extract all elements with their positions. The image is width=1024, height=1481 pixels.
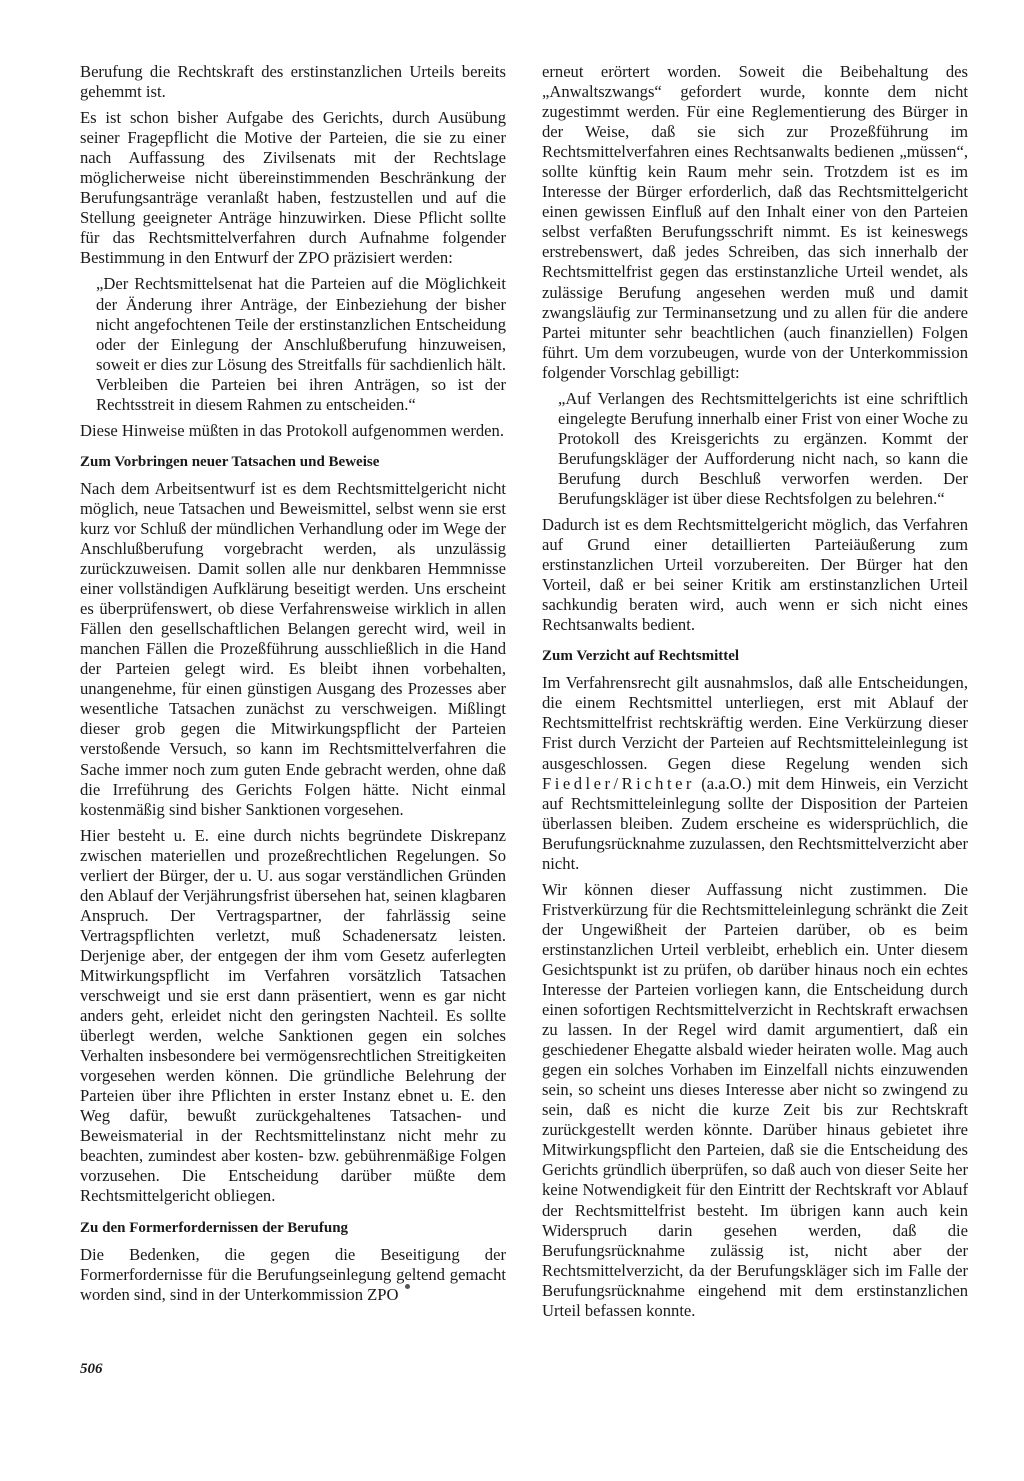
paragraph-text: (a.a.O.) mit dem Hinweis, ein Verzicht auf Rechtsmitteleinlegung sollte der Disposition der Parteien überlassen bleiben. Zudem erscheine es widersprüchlich, die Berufungsrücknahme zuzulassen, den Rechtsmittelverzicht aber nicht. — [542, 773, 968, 873]
paragraph: Diese Hinweise müßten in das Protokoll aufgenommen werden. — [80, 420, 504, 440]
quoted-provision: „Der Rechtsmittelsenat hat die Parteien auf die Möglichkeit der Änderung ihrer Anträge, der Einbeziehung der bisher nicht angefochtenen Teile der erstinstanzlichen Entscheidung oder der Einlegung der Anschlußberufung hinzuweisen, soweit er dies zur Lösung des Streitfalls für sachdienlich hält. Verbleiben die Parteien bei ihren Anträgen, so ist der Rechtsstreit in diesem Rahmen zu entscheiden.“ — [96, 274, 506, 414]
paragraph: erneut erörtert worden. Soweit die Beibehaltung des „Anwaltszwangs“ gefordert wurde, konnte dem nicht zugestimmt werden. Für eine Reglementierung des Bürger in der Weise, daß sie sich zur Prozeßführung im Rechtsmittelverfahren eines Rechtsanwalts bedienen „müssen“, sollte künftig kein Raum mehr sein. Trotzdem ist es im Interesse der Bürger erforderlich, daß das Rechtsmittelgericht einen gewissen Einfluß auf den Inhalt einer von den Parteien selbst verfaßten Berufungsschrift nimmt. Es ist keineswegs erstrebenswert, daß jedes Schreiben, das sich innerhalb der Rechtsmittelfrist gegen das erstinstanzliche Urteil wendet, als zulässige Berufung angesehen werden muß und damit zwangsläufig zur Terminansetzung und zu allen für die andere Partei mitunter sehr beachtlichen (auch finanziellen) Folgen führt. Um dem vorzubeugen, wurde von der Unterkommission folgender Vorschlag gebilligt: — [542, 62, 968, 382]
page-mark — [405, 1284, 410, 1289]
paragraph: Wir können dieser Auffassung nicht zustimmen. Die Fristverkürzung für die Rechtsmitteleinlegung schränkt die Zeit der Ungewißheit der Parteien darüber, ob es beim erstinstanzlichen Urteil verbleibt, erheblich ein. Unter diesem Gesichtspunkt ist zu prüfen, ob darüber hinaus noch ein echtes Interesse der Parteien vorliegen kann, die Entscheidung durch einen sofortigen Rechtsmittelverzicht in Rechtskraft erwachsen zu lassen. In der Regel wird damit argumentiert, daß ein geschiedener Ehegatte alsbald wieder heiraten wolle. Mag auch gegen ein solches Vorhaben im Einzelfall nichts einzuwenden sein, so scheint uns dieses Interesse aber nicht so zwingend zu sein, daß es nicht die kurze Zeit bis zur Rechtskraft zurückgestellt werden könnte. Darüber hinaus gebietet ihre Mitwirkungspflicht den Parteien, daß sie die Entscheidung des Gerichts gründlich überprüfen, so daß auch von dieser Seite her keine Notwendigkeit für den Eintritt der Rechtskraft vor Ablauf der Rechtsmittelfrist besteht. Im übrigen kann auch kein Widerspruch darin gesehen werden, daß die Berufungsrücknahme zulässig ist, nicht aber der Rechtsmittelverzicht, da der Berufungskläger sich im Falle der Berufungsrücknahme eingehend mit dem erstinstanzlichen Urteil befassen konnte. — [542, 879, 968, 1320]
quoted-provision: „Auf Verlangen des Rechtsmittelgerichts ist eine schriftlich eingelegte Berufung innerhalb einer Frist von einer Woche zu Protokoll des Kreisgerichts zu ergänzen. Kommt der Berufungskläger der Aufforderung nicht nach, so kann die Berufung durch Beschluß verworfen werden. Der Berufungskläger ist über diese Rechtsfolgen zu belehren.“ — [558, 388, 968, 508]
section-heading: Zum Verzicht auf Rechtsmittel — [542, 648, 740, 665]
left-column — [80, 62, 506, 1311]
section-heading: Zum Vorbringen neuer Tatsachen und Beweise — [80, 453, 380, 470]
paragraph-text: Im Verfahrensrecht gilt ausnahmslos, daß alle Entscheidungen, die einem Rechtsmittel unterliegen, erst mit Ablauf der Rechtsmittelfrist rechtskräftig werden. Eine Verkürzung dieser Frist durch Verzicht der Parteien auf Rechtsmitteleinlegung ist ausgeschlossen. Gegen diese Regelung wenden sich — [542, 673, 968, 773]
section-heading: Zu den Formerfordernissen der Berufung — [80, 1219, 349, 1236]
paragraph: Es ist schon bisher Aufgabe des Gerichts, durch Ausübung seiner Fragepflicht die Motive der Parteien, die sie zu einer nach Auffassung des Zivilsenats mit der Rechtslage möglicherweise nicht übereinstimmenden Beschränkung der Berufungsanträge veranlaßt haben, festzustellen und auf die Stellung geeigneter Anträge hinzuwirken. Diese Pflicht sollte für das Rechtsmittelverfahren durch Aufnahme folgender Bestimmung in den Entwurf der ZPO präzisiert werden: — [80, 108, 506, 268]
paragraph: Hier besteht u. E. eine durch nichts begründete Diskrepanz zwischen materiellen und prozeßrechtlichen Regelungen. So verliert der Bürger, der u. U. aus sogar verständlichen Gründen den Ablauf der Verjährungsfrist übersehen hat, seinen klagbaren Anspruch. Der Vertragspartner, der fahrlässig seine Vertragspflichten verletzt, muß Schadenersatz leisten. Derjenige aber, der entgegen der ihm vom Gesetz auferlegten Mitwirkungspflicht im Verfahren vorsätzlich Tatsachen verschweigt und sie erst dann präsentiert, wenn es gar nicht anders geht, erleidet nicht den geringsten Nachteil. Es sollte überlegt werden, welche Sanktionen gegen ein solches Verhalten insbesondere bei vermögensrechtlichen Streitigkeiten vorgesehen werden können. Die gründliche Belehrung der Parteien über ihre Pflichten in erster Instanz ebnet u. E. den Weg dafür, bewußt zurückgehaltenes Tatsachen- und Beweismaterial in der Rechtsmittelinstanz nicht mehr zu beachten, zumindest aber kosten- bzw. gebührenmäßige Folgen vorzusehen. Die Entscheidung darüber müßte dem Rechtsmittelgericht obliegen. — [80, 825, 506, 1206]
paragraph: Nach dem Arbeitsentwurf ist es dem Rechtsmittelgericht nicht möglich, neue Tatsachen und Beweismittel, selbst wenn sie erst kurz vor Schluß der mündlichen Verhandlung oder im Wege der Anschlußberufung vorgebracht werden, als unzulässig zurückzuweisen. Damit sollen alle nur denkbaren Hemmnisse einer vollständigen Aufklärung beseitigt werden. Uns erscheint es überprüfenswert, ob diese Verfahrensweise wirklich in allen Fällen den gesellschaftlichen Belangen gerecht wird, weil in manchen Fällen die Prozeßführung ausschließlich in die Hand der Parteien gelegt wird. Es bleibt ihnen vorbehalten, unangenehme, für einen günstigen Ausgang des Prozesses aber wesentliche Tatsachen zunächst zu verschweigen. Mißlingt dieser grob gegen die Mitwirkungspflicht der Parteien verstoßende Versuch, so kann im Rechtsmittelverfahren die Sache immer noch zum guten Ende gebracht werden, ohne daß die Irreführung des Gerichts Folgen hätte. Nicht einmal kostenmäßig sind bisher Sanktionen vorgesehen. — [80, 478, 506, 819]
paragraph: Die Bedenken, die gegen die Beseitigung der Formerfordernisse für die Berufungseinlegung geltend gemacht worden sind, sind in der Unterkommission ZPO — [80, 1244, 506, 1304]
right-column — [542, 62, 968, 1327]
paragraph: Berufung die Rechtskraft des erstinstanzlichen Urteils bereits gehemmt ist. — [80, 62, 506, 102]
paragraph — [542, 673, 968, 873]
author-names: Fiedler/Richter — [542, 773, 695, 793]
paragraph: Dadurch ist es dem Rechtsmittelgericht möglich, das Verfahren auf Grund einer detaillierten Parteiäußerung zum erstinstanzlichen Urteil vorzubereiten. Der Bürger hat den Vorteil, daß er bei seiner Kritik am erstinstanzlichen Urteil sachkundig beraten wird, auch wenn er sich nicht eines Rechtsanwalts bedient. — [542, 515, 968, 635]
page-number: 506 — [80, 1361, 103, 1377]
